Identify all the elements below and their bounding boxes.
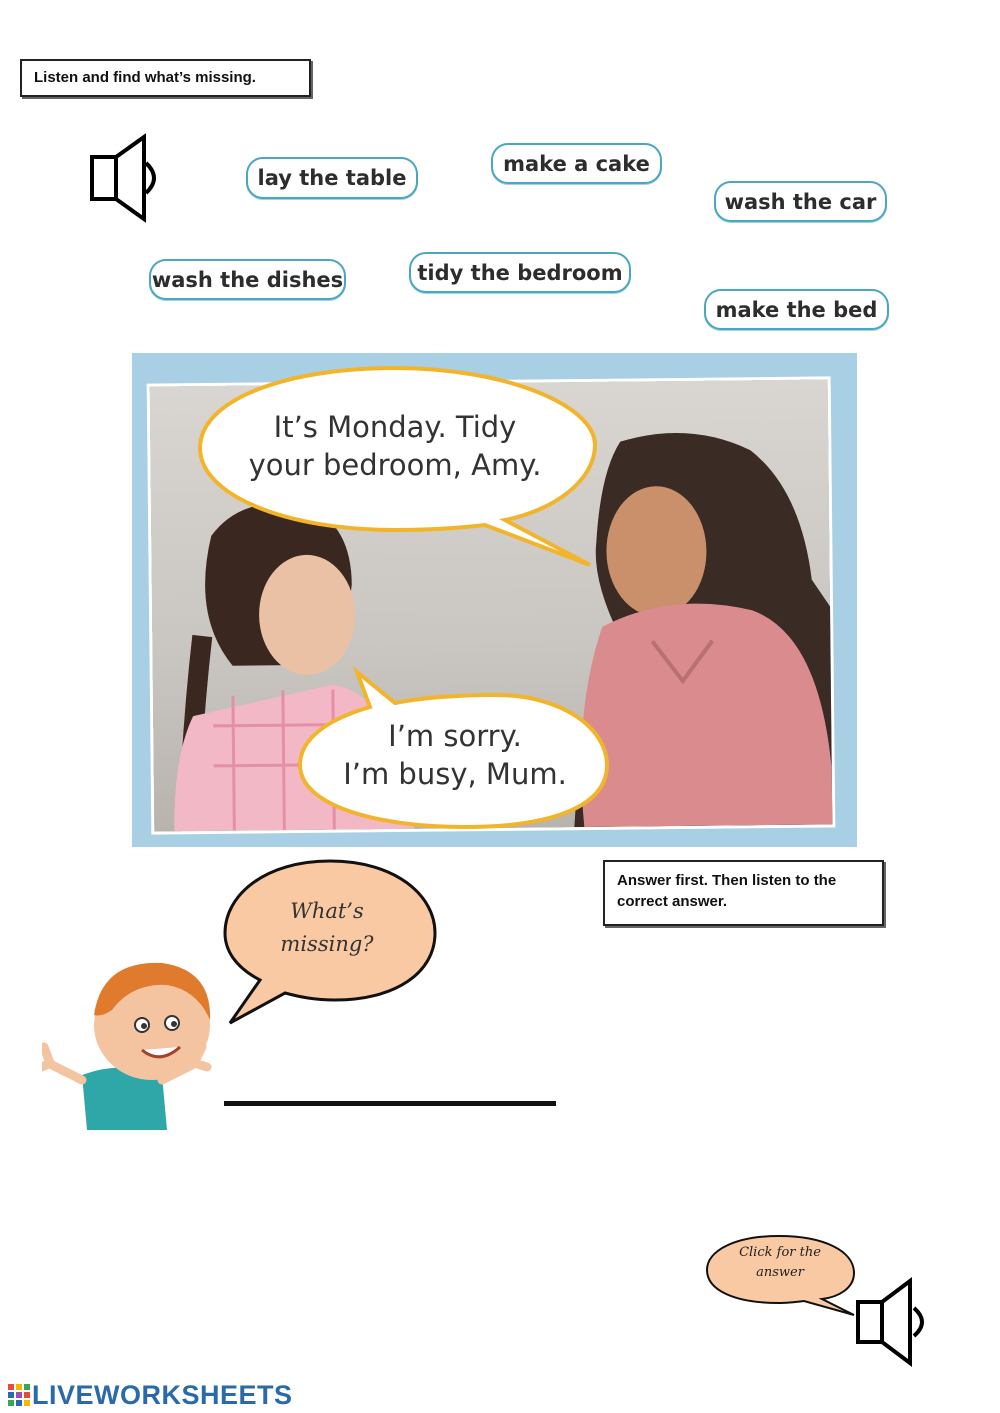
answer-instruction-text: Answer first. Then listen to the correct answer. <box>617 872 837 910</box>
chore-wash-the-car[interactable] <box>714 181 887 222</box>
logo-grid-icon <box>8 1384 30 1406</box>
answer-input[interactable] <box>224 1060 560 1100</box>
liveworksheets-logo: LIVEWORKSHEETS <box>32 1380 293 1410</box>
question-line-2: missing? <box>280 932 374 956</box>
chore-label: make the bed <box>715 297 878 322</box>
amy-line-2: I’m busy, Mum. <box>343 757 567 791</box>
instruction-box <box>20 59 311 97</box>
boy-character-image <box>42 955 222 1130</box>
amy-speech-text <box>310 717 600 793</box>
answer-underline <box>224 1101 556 1106</box>
answer-instruction-box <box>603 860 884 926</box>
answer-speaker-icon[interactable] <box>852 1276 934 1368</box>
mum-line-2: your bedroom, Amy. <box>248 448 542 482</box>
amy-line-1: I’m sorry. <box>388 719 522 753</box>
chore-lay-the-table[interactable] <box>246 157 418 199</box>
mum-line-1: It’s Monday. Tidy <box>273 410 517 444</box>
chore-label: tidy the bedroom <box>417 260 623 285</box>
chore-wash-the-dishes[interactable] <box>149 259 346 300</box>
answer-bubble-line-1: Click for the <box>739 1245 821 1260</box>
mum-speech-text <box>215 408 575 484</box>
question-bubble-text <box>262 895 392 961</box>
answer-bubble-line-2: answer <box>756 1265 804 1280</box>
speaker-icon[interactable] <box>86 133 166 223</box>
chore-label: lay the table <box>257 166 407 190</box>
chore-make-the-bed[interactable] <box>704 289 889 330</box>
instruction-text: Listen and find what’s missing. <box>34 69 256 86</box>
chore-tidy-the-bedroom[interactable] <box>409 252 631 293</box>
chore-label: wash the car <box>724 189 877 214</box>
chore-make-a-cake[interactable] <box>491 143 662 184</box>
chore-label: make a cake <box>503 151 650 176</box>
question-line-1: What’s <box>290 899 364 923</box>
answer-bubble-text <box>720 1243 840 1283</box>
chore-label: wash the dishes <box>151 267 344 292</box>
